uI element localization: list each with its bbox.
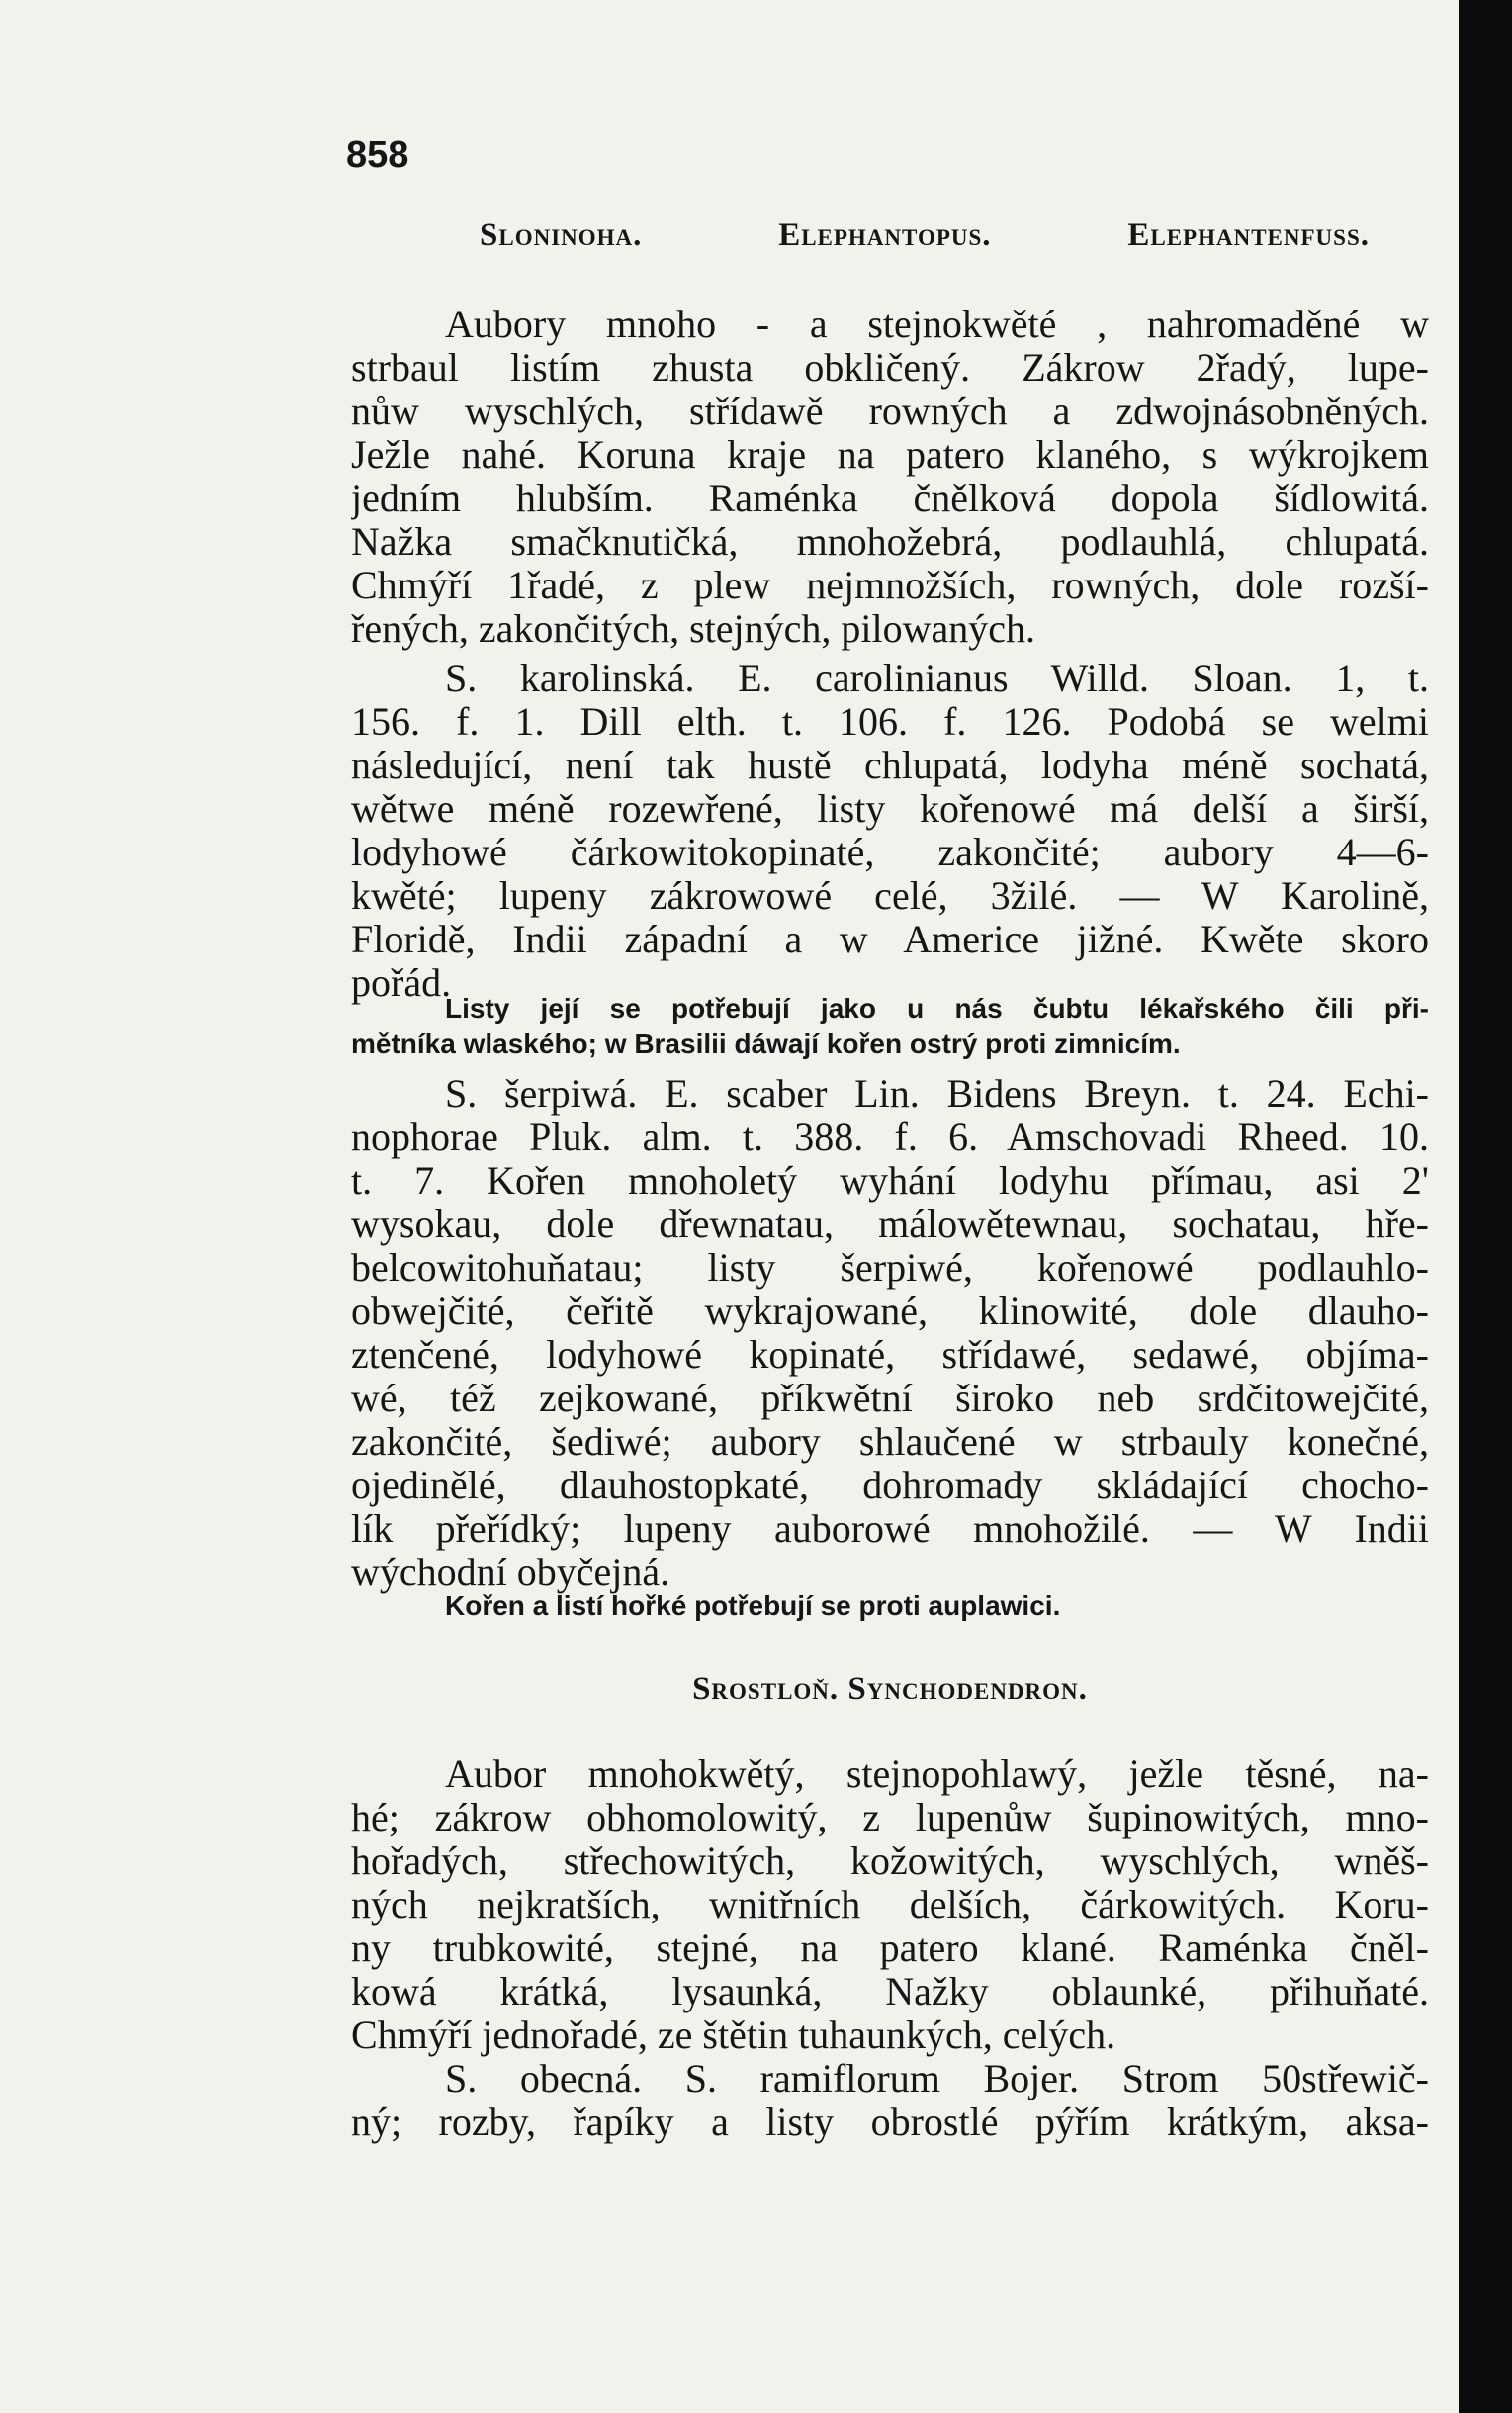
- text-line: Chmýří jednořadé, ze štětin tuhaunkých, celých.: [351, 2013, 1116, 2057]
- text-line: wýchodní obyčejná.: [351, 1551, 670, 1594]
- text-line: lodyhowé čárkowitokopinaté, zakončité; aubory 4—6-: [351, 831, 1429, 874]
- text-line: Nažka smačknutičká, mnohožebrá, podlauhlá, chlupatá.: [351, 520, 1429, 564]
- text-line: belcowitohuňatau; listy šerpiwé, kořenowé podlauhlo-: [351, 1246, 1429, 1290]
- text-line: ný; rozby, řapíky a listy obrostlé pýřím krátkým, aksa-: [351, 2100, 1429, 2144]
- genus-heading-elephantopus: Sloninoha. Elephantopus. Elephantenfuss.: [480, 218, 1370, 253]
- text-line: nophorae Pluk. alm. t. 388. f. 6. Amschovadi Rheed. 10.: [351, 1116, 1429, 1159]
- text-line: řených, zakončitých, stejných, pilowaných.: [351, 607, 1035, 651]
- text-line: zakončité, šediwé; aubory shlaučené w strbauly konečné,: [351, 1420, 1429, 1464]
- text-line: strbaul listím zhusta obkličený. Zákrow 2řadý, lupe-: [351, 346, 1429, 390]
- text-line: wětwe méně rozewřené, listy kořenowé má delší a širší,: [351, 787, 1429, 831]
- text-line: kowá krátká, lysaunká, Nažky oblaunké, přihuňaté.: [351, 1970, 1429, 2013]
- species-entry-line: S. karolinská. E. carolinianus Willd. Sloan. 1, t.: [445, 657, 1429, 700]
- note-line: Kořen a listí hořké potřebují se proti auplawici.: [445, 1590, 1061, 1621]
- text-line: ných nejkratších, wnitřních delších, čárkowitých. Koru-: [351, 1883, 1429, 1926]
- species-entry-line: S. šerpiwá. E. scaber Lin. Bidens Breyn. t. 24. Echi-: [445, 1072, 1429, 1116]
- text-line: ztenčené, lodyhowé kopinaté, střídawé, sedawé, objíma-: [351, 1333, 1429, 1377]
- text-line: kwěté; lupeny zákrowowé celé, 3žilé. — W Karolině,: [351, 874, 1429, 918]
- text-line: Floridě, Indii západní a w Americe jižné. Kwěte skoro: [351, 918, 1429, 961]
- text-line: lík přeřídký; lupeny auborowé mnohožilé. — W Indii: [351, 1507, 1429, 1551]
- text-line: t. 7. Kořen mnoholetý wyhání lodyhu přímau, asi 2': [351, 1159, 1429, 1203]
- text-line: ojedinělé, dlauhostopkaté, dohromady skládající chocho-: [351, 1464, 1429, 1507]
- genus-heading-synchodendron: Srostloň. Synchodendron.: [692, 1671, 1088, 1707]
- text-line: Ježle nahé. Koruna kraje na patero klaného, s wýkrojkem: [351, 433, 1429, 477]
- text-line: wysokau, dole dřewnatau, málowětewnau, sochatau, hře-: [351, 1203, 1429, 1246]
- text-line: nůw wyschlých, střídawě rowných a zdwojnásobněných.: [351, 390, 1429, 433]
- text-line: Chmýří 1řadé, z plew nejmnožších, rowných, dole rozší-: [351, 564, 1429, 607]
- text-line: Aubor mnohokwětý, stejnopohlawý, ježle těsné, na-: [445, 1752, 1429, 1796]
- page-number: 858: [346, 134, 409, 176]
- text-line: obwejčité, čeřitě wykrajowané, klinowité, dole dlauho-: [351, 1290, 1429, 1333]
- note-line: mětníka wlaského; w Brasilii dáwají kořen ostrý proti zimnicím.: [351, 1028, 1181, 1059]
- species-entry-line: S. obecná. S. ramiflorum Bojer. Strom 50střewič-: [445, 2057, 1429, 2100]
- text-line: pořád.: [351, 961, 452, 1005]
- note-line: Listy její se potřebují jako u nás čubtu lékařského čili při-: [445, 993, 1429, 1024]
- text-line: 156. f. 1. Dill elth. t. 106. f. 126. Podobá se welmi: [351, 700, 1429, 744]
- text-line: hé; zákrow obhomolowitý, z lupenůw šupinowitých, mno-: [351, 1796, 1429, 1839]
- text-line: jedním hlubším. Raménka čnělková dopola šídlowitá.: [351, 477, 1429, 520]
- text-line: ny trubkowité, stejné, na patero klané. Raménka čněl-: [351, 1926, 1429, 1970]
- text-line: následující, není tak hustě chlupatá, lodyha méně sochatá,: [351, 744, 1429, 787]
- text-line: Aubory mnoho - a stejnokwěté , nahromaděné w: [445, 303, 1429, 346]
- text-line: wé, též zejkowané, příkwětní široko neb srdčitowejčité,: [351, 1377, 1429, 1420]
- text-line: hořadých, střechowitých, kožowitých, wyschlých, wněš-: [351, 1839, 1429, 1883]
